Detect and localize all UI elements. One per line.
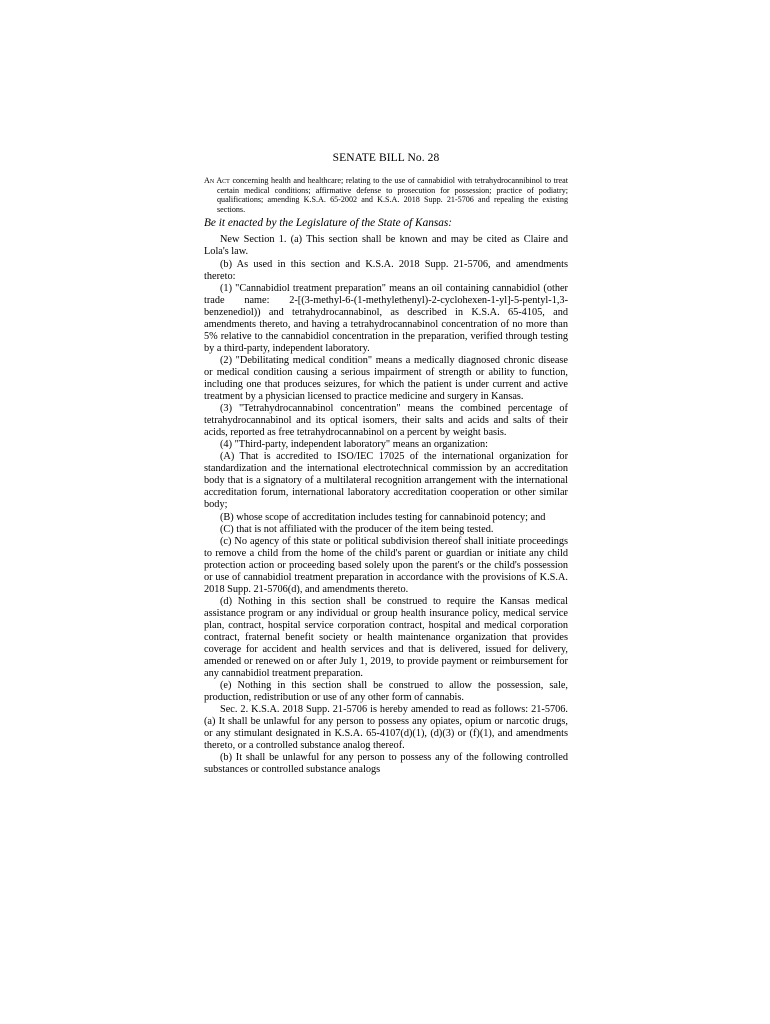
paragraph-C-affiliation: (C) that is not affiliated with the producer of the item being tested. [220,523,494,535]
paragraph-e-other-cannabis: (e) Nothing in this section shall be construed to allow the possession, sale, production, redistribution or use of any other form of cannabis. [204,680,568,704]
act-prefix: An Act [204,176,230,186]
paragraph-b-controlled-substances: (b) It shall be unlawful for any person to possess any of the following controlled substances or controlled substance analogs [204,752,568,776]
paragraph-2-debilitating-condition: (2) "Debilitating medical condition" means a medically diagnosed chronic disease or medical condition causing a serious impairment of strength or ability to function, including one that produces seizures, for which the patient is under current and active treatment by a physician licensed to practice medicine and surgery in Kansas. [204,354,568,403]
paragraph-A-accreditation: (A) That is accredited to ISO/IEC 17025 of the international organization for standardization and the international electrotechnical commission by an accreditation body that is a signatory of a multilateral recognition arrangement with the international accreditation forum, international laboratory accreditation cooperation or other similar body; [204,451,568,511]
paragraph-sec-2: Sec. 2. K.S.A. 2018 Supp. 21-5706 is hereby amended to read as follows: 21-5706. (a) It shall be unlawful for any person to possess any opiates, opium or narcotic drugs, or any stimulant designated in K.S.A. 65-4107(d)(1), (d)(3) or (f)(1), and amendments thereto, or a controlled substance analog thereof. [204,704,568,752]
act-text: concerning health and healthcare; relating to the use of cannabidiol with tetrahydrocannibinol to treat certain medical conditions; affirmative defense to prosecution for possession; practice of podiatry; qualifications; amending K.S.A. 65-2002 and K.S.A. 2018 Supp. 21-5706 and repealing the existing sections. [217,176,568,214]
paragraph-4-laboratory: (4) "Third-party, independent laboratory" means an organization: [220,439,489,451]
paragraph-b-definitions: (b) As used in this section and K.S.A. 2018 Supp. 21-5706, and amendments thereto: [204,258,568,282]
document-page [204,152,568,777]
paragraph-B-scope: (B) whose scope of accreditation includes testing for cannabinoid potency; and [220,511,546,523]
paragraph-new-section-1: New Section 1. (a) This section shall be known and may be cited as Claire and Lola's law. [204,234,568,258]
bill-title: SENATE BILL No. 28 [332,152,440,164]
paragraph-1-cannabidiol-preparation: (1) "Cannabidiol treatment preparation" means an oil containing cannabidiol (other trade name: 2-[(3-methyl-6-(1-methylethenyl)-2-cyclohexen-1-yl]-5-pentyl-1,3-benzenediol)) and tetrahydrocannabinol, as described in K.S.A. 65-4105, and amendments thereto, and having a tetrahydrocannabinol concentration of no more than 5% relative to the cannabidiol concentration in the preparation, verified through testing by a third-party, independent laboratory. [204,282,568,354]
paragraph-c-child-protection: (c) No agency of this state or political subdivision thereof shall initiate proceedings to remove a child from the home of the child's parent or guardian or initiate any child protection action or proceeding based solely upon the parent's or the child's possession or use of cannabidiol treatment preparation in accordance with the provisions of K.S.A. 2018 Supp. 21-5706(d), and amendments thereto. [204,535,568,595]
act-description [204,176,568,214]
enacting-clause: Be it enacted by the Legislature of the State of Kansas: [204,217,453,230]
paragraph-3-thc-concentration: (3) "Tetrahydrocannabinol concentration" means the combined percentage of tetrahydrocannabinol and its optical isomers, their salts and acids and salts of their acids, reported as free tetrahydrocannabinol on a percent by weight basis. [204,403,568,439]
paragraph-d-insurance: (d) Nothing in this section shall be construed to require the Kansas medical assistance program or any individual or group health insurance policy, medical service plan, contract, hospital service corporation contract, hospital and medical corporation contract, fraternal benefit society or health maintenance organization that provides coverage for accident and health services and that is delivered, issued for delivery, amended or renewed on or after July 1, 2019, to provide payment or reimbursement for any cannabidiol treatment preparation. [204,595,568,680]
